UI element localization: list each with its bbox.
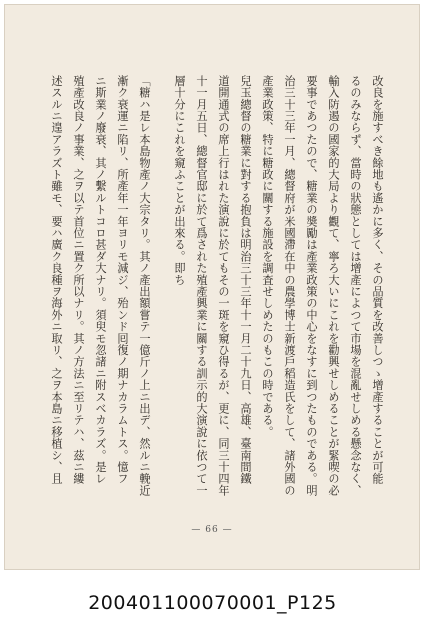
scanned-page: [4, 4, 420, 570]
quote-column-2: 漸ク衰運ニ陷リ、所產年一年ヨリモ減ジ、殆ンド囘復ノ期ナカラムトス。憶フ: [116, 75, 129, 485]
image-caption: 200401100070001_P125: [88, 592, 337, 614]
vertical-text-block: [49, 75, 385, 520]
text-column-4: 要事であつたので、糖業の奬勵は產業政策の中心をなすに到つたものである。明: [305, 75, 318, 497]
paragraph-gap: [159, 75, 165, 520]
text-column-2: るのみならず、當時の狀態としては增產によつて市場を混亂せしめる懸念なく、: [349, 75, 362, 497]
quote-column-4: 殖產改良ノ事業、之ヲ以テ首位ニ置ク所以ナリ。其ノ方法ニ至リテハ、茲ニ縷: [72, 75, 85, 485]
text-column-8: 道開通式の席上行はれた演說に於てもその一斑を窺ひ得るが、更に、同三十四年: [217, 75, 230, 497]
text-column-10: 層十分にこれを窺ふことが出來る。即ち: [173, 75, 186, 286]
quote-column-1: 「糖ハ是レ本島物產ノ大宗タリ。其ノ產出額嘗テ一億斤ノ上ニ出デ、然ルニ輓近: [138, 75, 151, 497]
text-column-6: 產業政策、特に糖政に關する施設を調査せしめたのもこの時である。: [261, 75, 274, 438]
text-column-7: 兒玉總督の糖業に對する抱負は明治三十三年十一月二十九日、高雄、臺南間鐵: [239, 75, 252, 485]
text-column-9: 十一月五日、總督官邸に於て爲された殖產興業に關する訓示的大演說に依つて一: [195, 75, 208, 497]
text-column-3: 輸入防遏の國家的大局より觀て、寧ろ大いにこれを勸興せしめることが緊喫の必: [327, 75, 340, 497]
quote-column-5: 述スルニ遑アラズト雖モ、要ハ廣ク良種ヲ海外ニ取リ、之ヲ本島ニ移植シ、且: [50, 75, 63, 485]
quote-column-3: ニ斯業ノ廢衰、其ノ繫ルトコロ甚ダ大ナリ。須臾モ忽諸ニ附スベカラズ。是レ: [94, 75, 107, 485]
page-number: — 66 —: [191, 525, 233, 535]
text-column-5: 治三十三年一月、總督府が米國滯在中の農學博士新渡戶稻造氏をして、諸外國の: [283, 75, 296, 497]
text-column-1: 改良を施すべき餘地も遙かに多く、その品質を改善しつゝ增產することが可能: [371, 75, 384, 485]
